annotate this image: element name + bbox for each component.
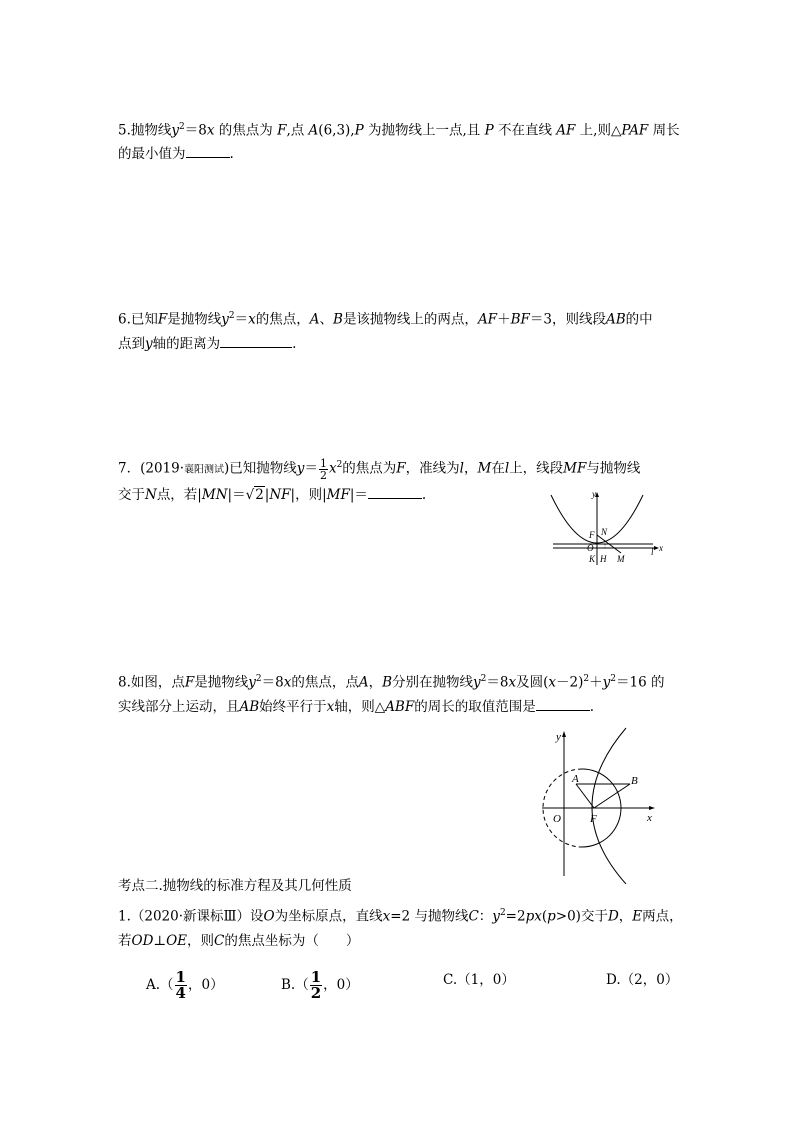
fig-label-K: K [589, 554, 596, 564]
fig-label-F: F [590, 813, 597, 825]
option-a[interactable]: A.（ $\frac{1}{4}$ ，0） [146, 968, 224, 1002]
q8-line-1: 8.如图，点F是抛物线$y^2=8x$的焦点，点A，B分别在抛物线$y^2=8x$及圆$(x-2)^2+y^2=16$ 的 [118, 674, 665, 691]
fig-label-H: H [600, 554, 607, 564]
q6-line-2: 点到y轴的距离为 . [118, 333, 296, 354]
fig-label-A: A [572, 773, 579, 785]
fig-label-N: N [601, 527, 608, 537]
fig-label-l: l [651, 547, 654, 557]
fig-label-O: O [553, 813, 561, 825]
q7-figure [545, 487, 675, 567]
option-d[interactable]: D.（2，0） [606, 972, 679, 988]
q6-line-1: 6.已知F是抛物线$y^2=x$的焦点，A、B是该抛物线上的两点，AF＋BF＝3，则线段AB的中 [118, 311, 653, 328]
q5-line-1: 5.抛物线$y^2=8x$ 的焦点为 F,点 A(6,3),P 为抛物线上一点,且 P 不在直线 AF 上,则△PAF 周长 [118, 122, 680, 139]
q7-line-1: 7．(2019·襄阳测试)已知抛物线y＝ $\frac{1}{2}$ $x^2$的焦点为F，准线为l，M在l上，线段MF与抛物线 [118, 456, 641, 482]
fig-label-y: y [556, 731, 561, 743]
fig-label-M: M [617, 554, 625, 564]
answer-blank[interactable] [220, 333, 292, 348]
q8-figure [528, 726, 664, 884]
sqrt-symbol: √2 [245, 487, 264, 503]
option-c[interactable]: C.（1，0） [443, 972, 515, 988]
fraction-half: $\frac{1}{2}$ [319, 456, 327, 482]
fraction-quarter: $\frac{1}{4}$ [175, 968, 186, 1002]
section-heading: 考点二.抛物线的标准方程及其几何性质 [118, 878, 352, 894]
fig-label-x: x [647, 812, 652, 824]
fig-label-B: B [631, 775, 638, 787]
option-b[interactable]: B.（ $\frac{1}{2}$ ，0） [281, 968, 359, 1002]
fig-label-x: x [659, 543, 663, 553]
answer-blank[interactable] [536, 696, 590, 711]
q7-line-2: 交于N点，若|MN|＝√2|NF|，则|MF|＝ . [118, 484, 426, 505]
fraction-half: $\frac{1}{2}$ [310, 968, 322, 1002]
q1-line-2: 若OD⊥OE，则C的焦点坐标为（ ） [118, 933, 360, 949]
fig-label-y: y [592, 489, 596, 499]
answer-blank[interactable] [368, 484, 422, 499]
q1-line-1: 1.（2020·新课标Ⅲ）设O为坐标原点，直线x=2 与抛物线C：$y^2=2px(p>0)$交于D，E两点， [118, 908, 683, 925]
fig-label-F: F [589, 530, 595, 540]
q5-line-2: 的最小值为 . [118, 143, 234, 164]
q8-line-2: 实线部分上运动，且AB始终平行于x轴，则△ABF的周长的取值范围是 . [118, 696, 594, 717]
answer-blank[interactable] [186, 143, 230, 158]
fig-label-O: O [587, 543, 594, 553]
